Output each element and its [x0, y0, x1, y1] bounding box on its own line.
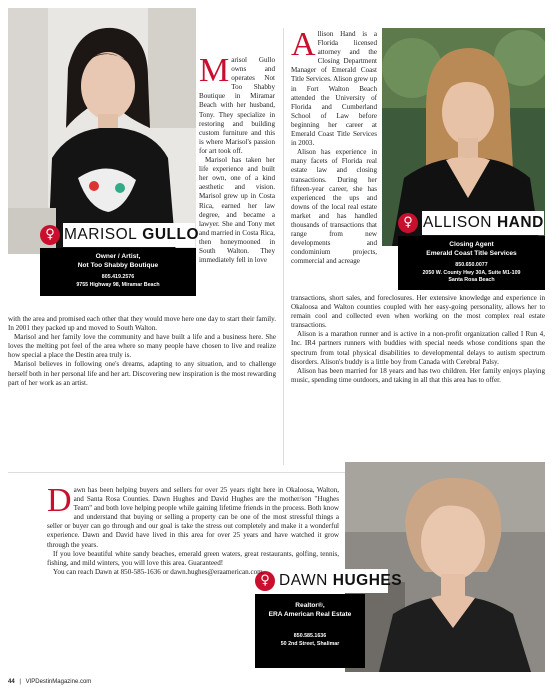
page-footer: [8, 679, 91, 685]
footer-site: VIPDestinMagazine.com: [25, 679, 92, 685]
allison-dropcap: A: [291, 26, 316, 63]
venus-icon: ♀: [398, 213, 418, 233]
marisol-photo: [8, 8, 196, 254]
allison-para2-wide: transactions, short sales, and foreclosures. Her extensive knowledge and experience in Okaloosa and Walton counties coupled with her easy-going personality, allows her to remain cool and collected even when working on the most complex real estate transactions.: [291, 294, 545, 330]
allison-role-line2: Emerald Coast Title Services: [426, 249, 517, 257]
marisol-role-line1: Owner / Artist,: [95, 253, 141, 260]
marisol-first-name: MARISOL: [64, 226, 138, 243]
dawn-last-name: HUGHES: [332, 572, 403, 589]
dawn-info-box: [255, 594, 365, 668]
venus-icon: ♀: [255, 571, 275, 591]
allison-info-box: [398, 236, 545, 290]
footer-separator: |: [19, 679, 21, 685]
dawn-para2: If you love beautiful white sandy beaches, emerald green waters, great restaurants, golfing, tennis, fishing, and mild winters, you will love this area. Guaranteed!: [47, 549, 339, 567]
dawn-role-line2: ERA American Real Estate: [268, 610, 352, 618]
allison-text-wide: [291, 294, 545, 385]
column-divider: [283, 28, 284, 465]
marisol-para2-wide: with the area and promised each other that they would move here one day to start their family. In 2001 they packed up and moved to South Walton.: [8, 315, 276, 333]
dawn-address: 50 2nd Street, Shalimar: [280, 640, 340, 647]
allison-last-name: HAND: [496, 214, 544, 231]
marisol-last-name: GULLO: [142, 226, 200, 243]
dawn-para3: You can reach Dawn at 850-585-1636 or dawn.hughes@eraamerican.com.: [53, 567, 265, 576]
dawn-dropcap: D: [47, 482, 72, 519]
marisol-para4: Marisol believes in following one's dreams, adapting to any situation, and to challenge herself both in her personal life and her art. Discovering new inspiration is the most rewarding part of her work as an artist.: [8, 360, 276, 387]
allison-role-line1: Closing Agent: [449, 241, 494, 248]
allison-para4: Alison has been married for 18 years and has two children. Her family enjoys playing music, spending time outdoors, and taking in all that this area has to offer.: [291, 366, 545, 384]
allison-text-narrow: [291, 26, 377, 294]
allison-name-bar: [422, 211, 544, 235]
marisol-address: 9755 Highway 98, Miramar Beach: [76, 281, 160, 288]
marisol-role-line2: Not Too Shabby Boutique: [77, 261, 159, 269]
allison-para1: llison Hand is a Florida licensed attorney and the Closing Department Manager of Emerald Coast Title Services. Alison grew up in Fort Walton Beach attended the University of Florida and Cumberland School of Law before beginning her career at Emerald Coast Title Services in 2003.: [291, 30, 377, 148]
marisol-para2-narrow: Marisol has taken her life experience and built her own, one of a kind aesthetic and vision. Marisol grew up in Costa Rica, earned her law degree, and became a lawyer. She and Tony met and married in Costa Rica, then honeymooned in South Walton. They immediately fell in love: [199, 156, 275, 265]
marisol-phone: 805.419.2576: [101, 274, 135, 280]
allison-para3: Alison is a marathon runner and is active in a non-profit organization called I Run 4, Inc. IR4 partners runners with buddies with special needs whose conditions span the spectrum from total physical disabilities to developmental delays to autism spectrum disorders. Alison's buddy is a little boy from Canada with Cerebral Palsy.: [291, 330, 545, 366]
dawn-role-line1: Realtor®,: [295, 602, 325, 609]
allison-para2-narrow: Alison has experience in many facets of Florida real estate law and closing transactions. During her fifteen-year career, she has experienced the ups and downs of the local real estate market and has handled thousands of transactions that range from new developments and condominium projects, commercial and acreage: [291, 148, 377, 266]
marisol-para1: arisol Gullo owns and operates Not Too Shabby Boutique in Miramar Beach with her husband, Tony. They specialize in restoring and building custom furniture and this is where Marisol's passion for art took off.: [199, 56, 275, 155]
dawn-para1: awn has been helping buyers and sellers for over 25 years right here in Okaloosa, Walton, and Santa Rosa Counties. Dawn Hughes and David Hughes are the mother/son "Hughes Team" and both love helping people while gaining lifetime friends in the process. Both know and understand that buying or selling a property can be one of the most stressful things a seller or buyer can go through and our goal is take the stress out completely and make it a wonderful experience. Dawn and David have lived in this area for over 25 years and have watched it grow through the years.: [47, 486, 339, 549]
dawn-photo: [345, 462, 545, 672]
dawn-text: [47, 482, 339, 577]
allison-address-line2: Santa Rosa Beach: [448, 277, 495, 283]
allison-first-name: ALLISON: [423, 214, 492, 231]
allison-address-line1: 2050 W. County Hwy 30A, Suite M1-109: [422, 269, 521, 276]
marisol-text-wide: [8, 315, 276, 388]
marisol-dropcap: M: [199, 52, 230, 89]
dawn-first-name: DAWN: [279, 572, 328, 589]
marisol-name-bar: [63, 223, 200, 247]
marisol-para3: Marisol and her family love the community and have built a life and a business here. She loves the melting pot feel of the area where so many people have chosen to live and realize how special a place the Destin area truly is.: [8, 333, 276, 360]
venus-icon: ♀: [40, 225, 60, 245]
marisol-info-box: [40, 248, 196, 296]
marisol-text-narrow: [199, 52, 275, 314]
page-number: 44: [8, 679, 15, 685]
dawn-phone: 850.585.1636: [293, 633, 327, 639]
allison-phone: 850.650.0077: [455, 262, 488, 268]
